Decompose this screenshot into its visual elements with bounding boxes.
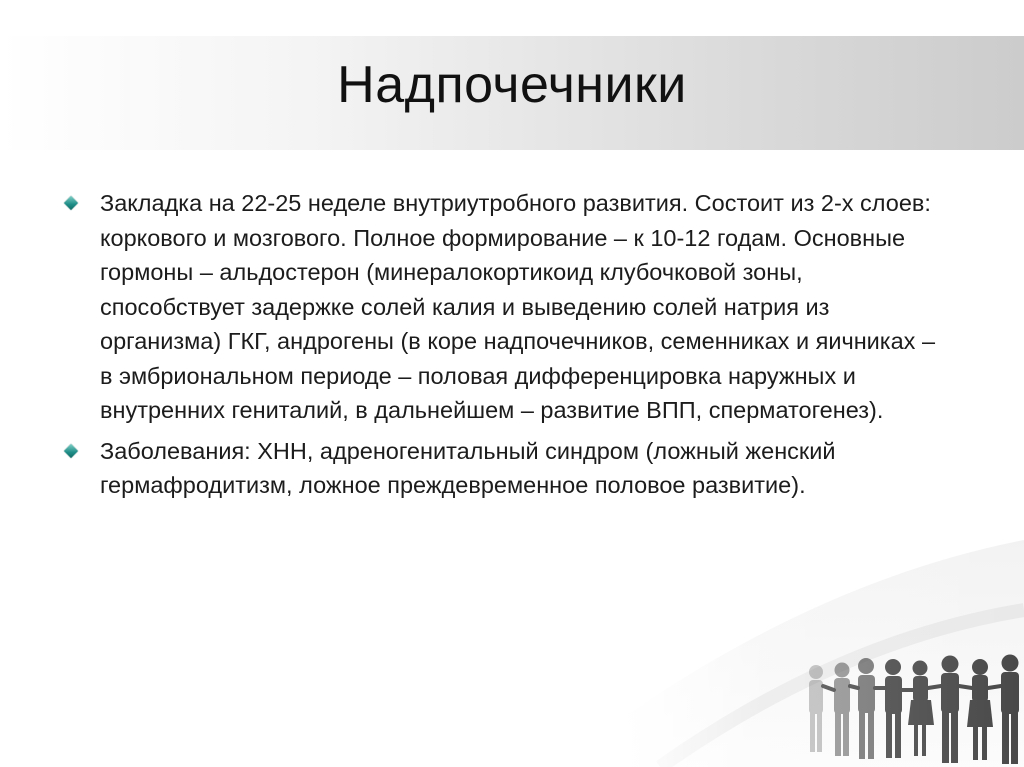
bullet-text: Заболевания: ХНН, адреногенитальный синдром (ложный женский гермафродитизм, ложное преждевременное половое развитие). — [100, 437, 836, 498]
bullet-list — [62, 186, 942, 509]
bullet-item — [62, 434, 942, 503]
teal-diamond-bullet-icon — [64, 196, 78, 210]
slide-title: Надпочечники — [337, 56, 687, 114]
bullet-text: Закладка на 22-25 неделе внутриутробного развития. Состоит из 2-х слоев: коркового и мозгового. Полное формирование – к 10-12 годам. Основные гормоны – альдостерон (минералокортикоид клубочковой зоны, способствует задержке солей калия и выведению солей натрия из организма) ГКГ, андрогены (в коре надпочечников, семенниках и яичниках – в эмбриональном периоде – половая дифференцировка наружных и внутренних гениталий, в дальнейшем – развитие ВПП, сперматогенез). — [100, 190, 936, 423]
teal-diamond-bullet-icon — [64, 443, 78, 457]
people-silhouettes-decoration — [620, 520, 1024, 767]
bullet-item — [62, 186, 942, 428]
